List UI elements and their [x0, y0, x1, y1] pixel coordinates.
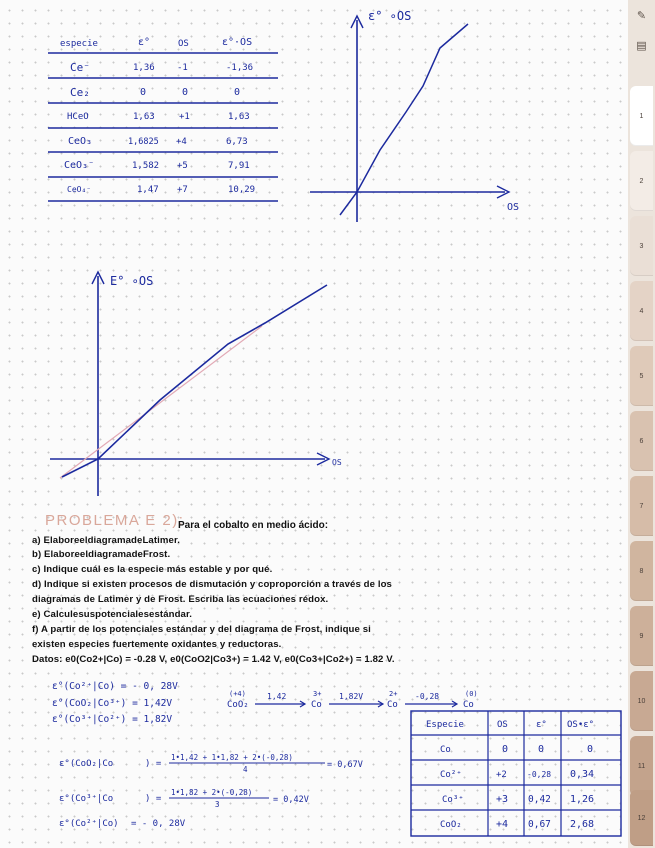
latimer-state-0: (+4) [229, 690, 246, 698]
t2-r0-species: Co [440, 745, 451, 755]
calc3-rhs: = - 0, 28V [131, 819, 186, 829]
t2-header-os: OS [497, 720, 508, 730]
t2-r3-os: +4 [496, 819, 509, 830]
t2-r1-species: Co²⁺ [440, 770, 462, 780]
potential-calculations [45, 748, 415, 833]
calc2-denominator: 3 [215, 800, 220, 809]
t1-header-os: OS [178, 39, 189, 49]
tab-3[interactable] [630, 216, 653, 276]
t1-r0-species: Ce⁻ [70, 61, 90, 74]
t1-r5-species: CeO₄⁻ [67, 185, 92, 194]
tab-11[interactable] [630, 736, 653, 796]
t2-r1-os: +2 [496, 770, 507, 780]
t2-r0-e0: 0 [538, 744, 545, 755]
latimer-e-1: 1,42 [267, 692, 287, 701]
t2-r2-e0: 0,42 [528, 794, 551, 805]
t2-r1-e0: -0,28 [527, 770, 552, 779]
calc1-numerator: 1•1,42 + 1•1,82 + 2•(-0,28) [171, 753, 293, 762]
t1-r4-os: +5 [177, 161, 188, 171]
calc2-lhs: ε°(Co³⁺|Co [59, 794, 114, 804]
tab-10[interactable] [630, 671, 653, 731]
t2-r1-product: 0,34 [570, 769, 595, 780]
problem-item-f2: existen especies fuertemente oxidantes y reductoras. [32, 639, 282, 650]
t2-r3-product: 2,68 [570, 819, 595, 830]
tab-5-label: 5 [639, 372, 644, 380]
t1-r4-e0: 1,582 [132, 161, 160, 171]
pen-tool-icon[interactable]: ✎ [636, 9, 647, 22]
t2-r3-species: CoO₂ [440, 820, 462, 830]
t1-r2-product: 1,63 [228, 112, 250, 122]
t1-header-species: especie [60, 39, 98, 49]
tab-12[interactable] [630, 790, 653, 846]
t1-r4-species: CeO₃⁻ [64, 160, 95, 171]
problem-item-f: f) A partir de los potenciales estándar y del diagrama de Frost, indique si [32, 624, 371, 635]
t1-r0-os: -1 [177, 63, 188, 73]
t1-r0-product: -1,36 [226, 63, 254, 73]
calc2-rhs: ) = [145, 794, 162, 804]
tab-3-label: 3 [639, 242, 644, 250]
graph1-xlabel: OS [507, 202, 520, 213]
t1-r5-e0: 1,47 [137, 185, 159, 195]
t1-r2-species: HCeO [67, 112, 89, 122]
t2-r2-os: +3 [496, 794, 509, 805]
problem-item-d2: diagramas de Latimer y de Frost. Escriba las ecuaciones rédox. [32, 594, 329, 605]
problem-intro: Para el cobalto en medio ácido: [178, 520, 329, 531]
t1-r3-product: 6,73 [226, 137, 248, 147]
t2-header-product: OS•ε° [567, 720, 595, 730]
tab-9[interactable] [630, 606, 653, 666]
tab-4[interactable] [630, 281, 653, 341]
problem-data: Datos: e0(Co2+|Co) = -0.28 V, e0(CoO2|Co3+) = 1.42 V, e0(Co3+|Co2+) = 1.82 V. [32, 654, 395, 665]
problem-item-c: c) Indique cuál es la especie más estable y por qué. [32, 564, 273, 575]
latimer-state-2: 2+ [389, 690, 398, 698]
given-potential-1: ε°(Co²⁺|Co) = - 0, 28V [52, 681, 178, 692]
latimer-species-0: CoO₂ [227, 700, 249, 710]
tab-6[interactable] [630, 411, 653, 471]
tab-5[interactable] [630, 346, 653, 406]
section-tabs [628, 0, 655, 848]
tab-6-label: 6 [639, 437, 644, 445]
tab-9-label: 9 [639, 632, 644, 640]
calc1-denominator: 4 [243, 765, 248, 774]
t1-r5-os: +7 [177, 185, 188, 195]
calc2-result: = 0,42V [273, 795, 309, 805]
t1-r0-e0: 1,36 [133, 63, 155, 73]
tab-2-label: 2 [639, 177, 644, 185]
frost-graph-cerium [300, 0, 550, 230]
problem-title: PROBLEMA E 2): [45, 512, 185, 529]
t1-header-product: ε°·OS [222, 37, 253, 48]
t1-r1-species: Ce₂ [70, 86, 90, 99]
problem-item-b: b) ElaboreeldiagramadeFrost. [32, 549, 171, 560]
tab-10-label: 10 [637, 697, 646, 705]
t1-header-e0: ε° [138, 37, 151, 48]
calc3-lhs: ε°(Co²⁺|Co) [59, 819, 119, 829]
t2-r2-species: Co³⁺ [442, 795, 464, 805]
t1-r3-species: CeO₃ [68, 136, 93, 147]
tab-11-label: 11 [637, 762, 646, 770]
t1-r1-os: 0 [182, 87, 189, 98]
latimer-state-1: 3+ [313, 690, 322, 698]
tab-7[interactable] [630, 476, 653, 536]
t1-r4-product: 7,91 [228, 161, 250, 171]
problem-item-a: a) ElaboreeldiagramadeLatimer. [32, 535, 181, 546]
latimer-e-3: -0,28 [415, 692, 440, 701]
tab-8[interactable] [630, 541, 653, 601]
t2-header-e0: ε° [536, 720, 547, 730]
t2-r3-e0: 0,67 [528, 819, 551, 830]
problem-item-d: d) Indique si existen procesos de dismutación y coproporción a través de los [32, 579, 392, 590]
t2-r0-product: 0 [587, 744, 594, 755]
t1-r5-product: 10,29 [228, 185, 256, 195]
t1-r1-e0: 0 [140, 87, 147, 98]
given-potential-3: ε°(Co³⁺|Co²⁺) = 1,82V [52, 714, 173, 725]
t1-r3-e0: 1,6825 [128, 137, 159, 147]
given-potential-2: ε°(CoO₂|Co³⁺) = 1,42V [52, 698, 173, 709]
cobalt-table-grid [410, 710, 625, 840]
t1-r3-os: +4 [176, 137, 187, 147]
calc1-rhs: ) = [145, 759, 162, 769]
tab-4-label: 4 [639, 307, 644, 315]
tab-7-label: 7 [639, 502, 644, 510]
tab-8-label: 8 [639, 567, 644, 575]
latimer-state-3: (0) [465, 690, 478, 698]
t2-r2-product: 1,26 [570, 794, 595, 805]
latimer-species-1: Co [311, 700, 322, 710]
frost-graph-2 [40, 260, 360, 500]
graph1-ylabel: ε° ∘OS [368, 9, 412, 23]
latimer-e-2: 1,82V [339, 692, 364, 701]
t1-r2-e0: 1,63 [133, 112, 155, 122]
calc1-lhs: ε°(CoO₂|Co [59, 759, 114, 769]
tab-12-label: 12 [637, 814, 646, 822]
calc1-result: = 0,67V [327, 760, 363, 770]
graph2-xlabel: OS [332, 458, 342, 467]
tab-1[interactable] [630, 86, 653, 146]
problem-item-e: e) Calculesuspotencialesestándar. [32, 609, 193, 620]
t2-header-species: Especie [426, 720, 464, 730]
tab-1-label: 1 [639, 112, 644, 120]
graph2-ylabel: E° ∘OS [110, 274, 154, 288]
t1-r2-os: +1 [179, 112, 190, 122]
latimer-species-3: Co [463, 700, 474, 710]
notebook-icon[interactable]: ▤ [636, 39, 647, 52]
calc2-numerator: 1•1,82 + 2•(-0,28) [171, 788, 253, 797]
latimer-species-2: Co [387, 700, 398, 710]
t1-r1-product: 0 [234, 87, 241, 98]
tab-2[interactable] [630, 151, 653, 211]
t2-r0-os: 0 [502, 744, 509, 755]
